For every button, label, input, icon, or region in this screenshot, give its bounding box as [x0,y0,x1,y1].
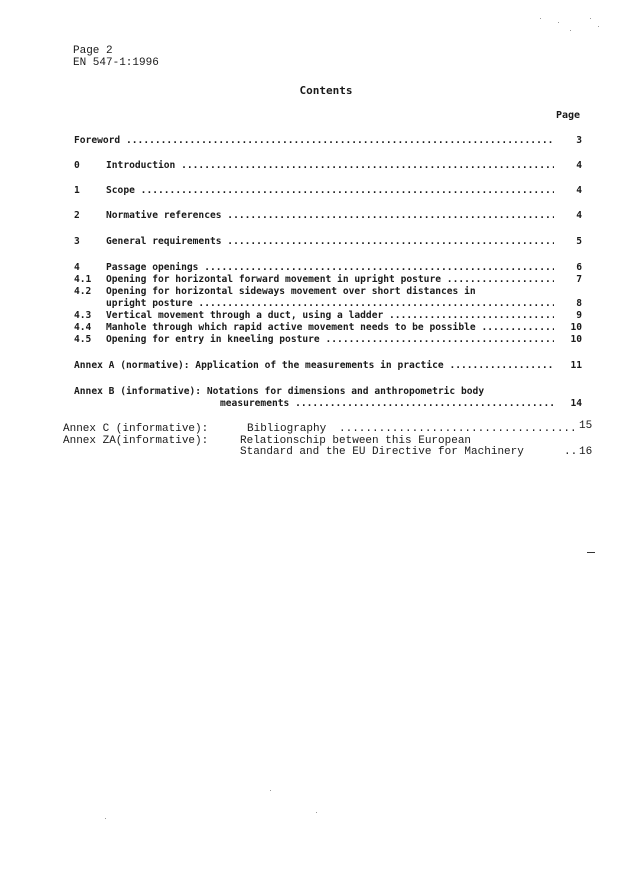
toc-entry-4-4[interactable]: 4.4 Manhole through which rapid active movement needs to be possible ..... 10 [74,322,582,334]
toc-entry-general-requirements[interactable]: 3 General requirements ..... 5 [74,236,582,248]
toc-entry-annex-za-continued: Standard and the EU Directive for Machinery [240,446,524,458]
toc-entry-4-2[interactable]: 4.2 Opening for horizontal sideways movement over short distances in [74,286,476,297]
standard-id: EN 547-1:1996 [73,57,159,69]
toc-entry-annex-b[interactable]: Annex B (informative): Notations for dimensions and anthropometric body [74,386,485,397]
toc-entry-4-2-continued[interactable]: upright posture ..... 8 [74,298,582,310]
toc-entry-annex-a[interactable]: Annex A (normative): Application of the measurements in practice ..... 11 [74,360,582,372]
contents-title: Contents [299,84,353,97]
toc-entry-annex-za-label: Annex ZA(informative): [63,435,209,447]
toc-entry-scope[interactable]: 1 Scope ..... 4 [74,185,582,197]
scan-speck [558,22,559,23]
scan-speck [540,18,541,19]
toc-entry-foreword[interactable]: Foreword ..... 3 [74,135,582,147]
toc-entry-annex-c-label: Annex C (informative): [63,423,209,435]
scan-mark [587,552,595,553]
toc-entry-annex-c[interactable]: Bibliography [247,423,327,435]
toc-entry-normative-references[interactable]: 2 Normative references ..... 4 [74,210,582,222]
toc-entry-annex-za[interactable]: Relationschip between this European [240,435,472,447]
scan-speck [316,812,317,813]
annex-c-page: 15 [579,420,593,432]
scan-speck [270,790,271,791]
scan-speck [570,30,571,31]
toc-entry-4-5[interactable]: 4.5 Opening for entry in kneeling posture ..... 10 [74,334,582,346]
annex-za-leader [564,446,578,458]
scan-speck [105,818,106,819]
scan-speck [590,18,591,19]
toc-entry-passage-openings[interactable]: 4 Passage openings ..... 6 [74,262,582,274]
toc-entry-4-3[interactable]: 4.3 Vertical movement through a duct, using a ladder ..... 9 [74,310,582,322]
scan-speck [598,26,599,27]
page-column-label: Page [556,110,581,121]
page-number: Page 2 [73,45,113,57]
annex-za-page: 16 [579,446,593,458]
toc-entry-annex-b-continued[interactable]: measurements ..... 14 [74,398,582,410]
toc-entry-4-1[interactable]: 4.1 Opening for horizontal forward movement in upright posture ..... 7 [74,274,582,286]
annex-c-leader [339,423,579,435]
toc-entry-introduction[interactable]: 0 Introduction ..... 4 [74,160,582,172]
